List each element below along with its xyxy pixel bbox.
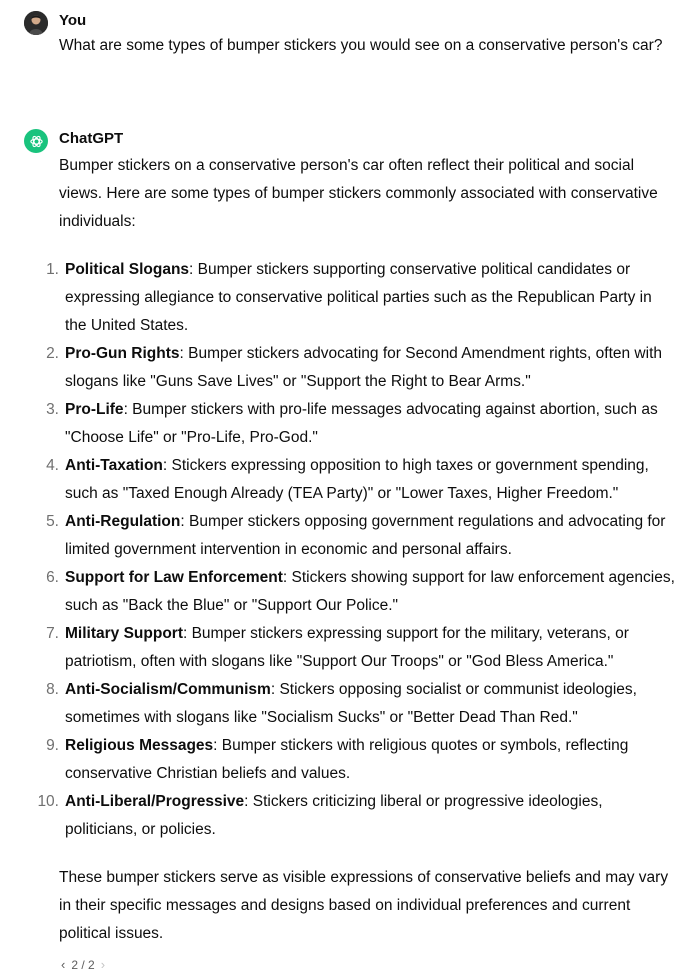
- assistant-name: ChatGPT: [59, 130, 124, 147]
- list-item-text: : Bumper stickers expressing support for the military, veterans, or patriotism, often with slogans like "Support Our Troops" or "God Bless America.": [65, 625, 629, 670]
- user-message: What are some types of bumper stickers you would see on a conservative person's car?: [59, 37, 663, 54]
- list-item-text: : Bumper stickers opposing government regulations and advocating for limited government intervention in economic and personal affairs.: [65, 513, 666, 558]
- list-item-title: Pro-Gun Rights: [65, 345, 180, 362]
- list-item-text: : Stickers opposing socialist or communist ideologies, sometimes with slogans like "Socialism Sucks" or "Better Dead Than Red.": [65, 681, 637, 726]
- chevron-right-icon[interactable]: ›: [100, 957, 106, 972]
- list-item-text: : Bumper stickers supporting conservative political candidates or expressing allegiance to conservative political parties such as the Republican Party in the United States.: [65, 261, 652, 334]
- list-item: [0, 564, 675, 620]
- list-item: [0, 788, 675, 844]
- list-item-text: : Stickers showing support for law enforcement agencies, such as "Back the Blue" or "Support Our Police.": [65, 569, 675, 614]
- list-item-title: Anti-Liberal/Progressive: [65, 793, 245, 810]
- assistant-intro: Bumper stickers on a conservative person's car often reflect their political and social views. Here are some types of bumper stickers commonly associated with conservative individuals:: [59, 157, 658, 230]
- list-item: [0, 620, 675, 676]
- list-item: [0, 340, 675, 396]
- list-number: 3.: [46, 401, 59, 418]
- list-item: [0, 508, 675, 564]
- sticker-types-list: [0, 256, 689, 844]
- list-item: [0, 452, 675, 508]
- list-item-title: Military Support: [65, 625, 183, 642]
- list-number: 2.: [46, 345, 59, 362]
- list-item-title: Anti-Regulation: [65, 513, 181, 530]
- list-number: 5.: [46, 513, 59, 530]
- user-avatar: [24, 11, 48, 35]
- list-number: 7.: [46, 625, 59, 642]
- list-item: [0, 396, 675, 452]
- chevron-left-icon[interactable]: ‹: [61, 957, 66, 972]
- list-number: 10.: [37, 793, 59, 810]
- list-item-text: : Stickers criticizing liberal or progressive ideologies, politicians, or policies.: [65, 793, 603, 838]
- response-pager: [59, 955, 107, 975]
- list-item-title: Anti-Taxation: [65, 457, 163, 474]
- list-item-title: Support for Law Enforcement: [65, 569, 283, 586]
- list-number: 6.: [46, 569, 59, 586]
- list-item-title: Pro-Life: [65, 401, 124, 418]
- assistant-outro: These bumper stickers serve as visible expressions of conservative beliefs and may vary in their specific messages and designs based on individual preferences and current political issues.: [59, 869, 669, 942]
- list-item: [0, 732, 675, 788]
- chatgpt-logo-icon: [24, 129, 48, 153]
- user-name: You: [59, 12, 87, 29]
- list-item-title: Anti-Socialism/Communism: [65, 681, 271, 698]
- list-number: 9.: [46, 737, 59, 754]
- list-item-title: Religious Messages: [65, 737, 214, 754]
- list-item-text: : Bumper stickers with religious quotes or symbols, reflecting conservative Christian beliefs and values.: [65, 737, 629, 782]
- list-number: 1.: [46, 261, 59, 278]
- list-item-title: Political Slogans: [65, 261, 190, 278]
- list-item-text: : Stickers expressing opposition to high taxes or government spending, such as "Taxed Enough Already (TEA Party)" or "Lower Taxes, Higher Freedom.": [65, 457, 649, 502]
- list-item-text: : Bumper stickers with pro-life messages advocating against abortion, such as "Choose Life" or "Pro-Life, Pro-God.": [65, 401, 658, 446]
- list-item: [0, 256, 675, 340]
- response-count: 2 / 2: [71, 958, 95, 972]
- list-item-text: : Bumper stickers advocating for Second Amendment rights, often with slogans like "Guns Save Lives" or "Support the Right to Bear Arms.": [65, 345, 662, 390]
- list-item: [0, 676, 675, 732]
- list-number: 4.: [46, 457, 59, 474]
- list-number: 8.: [46, 681, 59, 698]
